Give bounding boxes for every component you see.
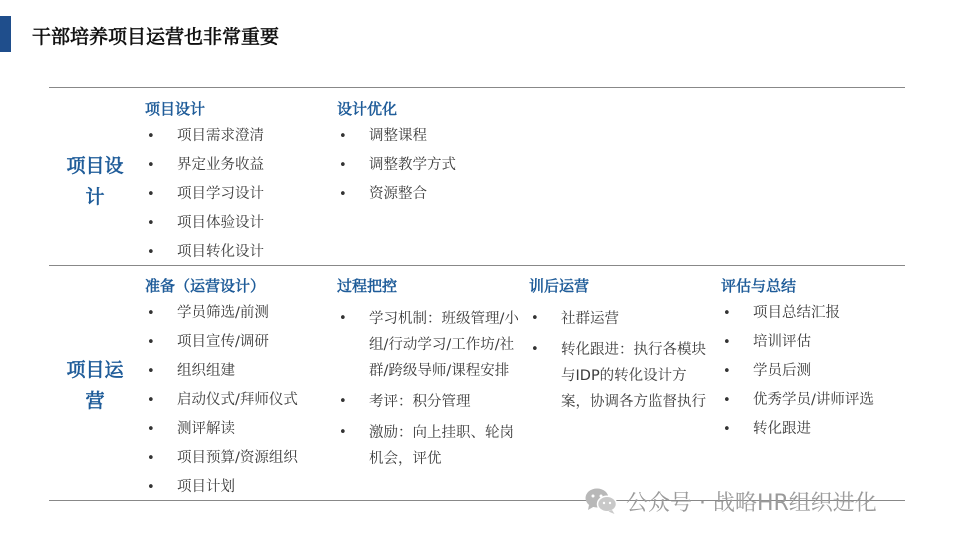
list-item: • 项目学习设计 <box>145 180 335 209</box>
watermark <box>584 484 877 518</box>
column-design-optimization <box>337 96 527 209</box>
wechat-icon <box>584 487 618 515</box>
bullet-list <box>145 299 335 502</box>
bullet-list <box>721 299 905 444</box>
list-item: • 资源整合 <box>337 180 527 209</box>
list-item: • 项目需求澄清 <box>145 122 335 151</box>
row-label-design <box>57 151 133 213</box>
list-item: • 学员筛选/前测 <box>145 299 335 328</box>
list-item: • 学习机制：班级管理/小组/行动学习/工作坊/社群/跨级导师/课程安排 <box>337 306 523 384</box>
row-label-operation-line2: 营 <box>85 390 105 412</box>
list-item: • 考评：积分管理 <box>337 389 523 415</box>
row-label-design-line1: 项目设 <box>66 155 124 177</box>
column-preparation <box>145 273 335 502</box>
column-heading: 准备（运营设计） <box>145 277 266 295</box>
column-post-training-operation <box>529 273 715 420</box>
list-item: • 组织组建 <box>145 357 335 386</box>
bullet-list <box>529 306 715 415</box>
column-process-control <box>337 273 523 477</box>
top-divider <box>49 87 905 88</box>
list-item: • 项目总结汇报 <box>721 299 905 328</box>
column-heading: 项目设计 <box>145 100 206 118</box>
list-item: • 培训评估 <box>721 328 905 357</box>
bullet-list <box>337 122 527 209</box>
watermark-text: 公众号 · 战略HR组织进化 <box>626 490 877 516</box>
column-heading: 评估与总结 <box>721 277 797 295</box>
list-item: • 激励：向上挂职、轮岗机会，评优 <box>337 420 523 472</box>
list-item: • 测评解读 <box>145 415 335 444</box>
list-item: • 转化跟进：执行各模块与IDP的转化设计方案，协调各方监督执行 <box>529 337 715 415</box>
slide-title: 干部培养项目运营也非常重要 <box>32 26 280 48</box>
list-item: • 转化跟进 <box>721 415 905 444</box>
list-item: • 项目计划 <box>145 473 335 502</box>
list-item: • 项目体验设计 <box>145 209 335 238</box>
list-item: • 项目预算/资源组织 <box>145 444 335 473</box>
list-item: • 项目转化设计 <box>145 238 335 267</box>
column-heading: 设计优化 <box>337 100 398 118</box>
list-item: • 优秀学员/讲师评选 <box>721 386 905 415</box>
bullet-list <box>145 122 335 267</box>
list-item: • 调整教学方式 <box>337 151 527 180</box>
title-accent-bar <box>0 16 11 52</box>
list-item: • 调整课程 <box>337 122 527 151</box>
list-item: • 学员后测 <box>721 357 905 386</box>
row-label-operation <box>57 355 133 417</box>
column-heading: 过程把控 <box>337 277 398 295</box>
list-item: • 界定业务收益 <box>145 151 335 180</box>
row-label-operation-line1: 项目运 <box>66 359 124 381</box>
list-item: • 项目宣传/调研 <box>145 328 335 357</box>
column-heading: 训后运营 <box>529 277 590 295</box>
bullet-list <box>337 306 523 472</box>
column-project-design <box>145 96 335 267</box>
row-label-design-line2: 计 <box>85 186 105 208</box>
column-evaluation-summary <box>721 273 905 444</box>
list-item: • 启动仪式/拜师仪式 <box>145 386 335 415</box>
list-item: • 社群运营 <box>529 306 715 332</box>
